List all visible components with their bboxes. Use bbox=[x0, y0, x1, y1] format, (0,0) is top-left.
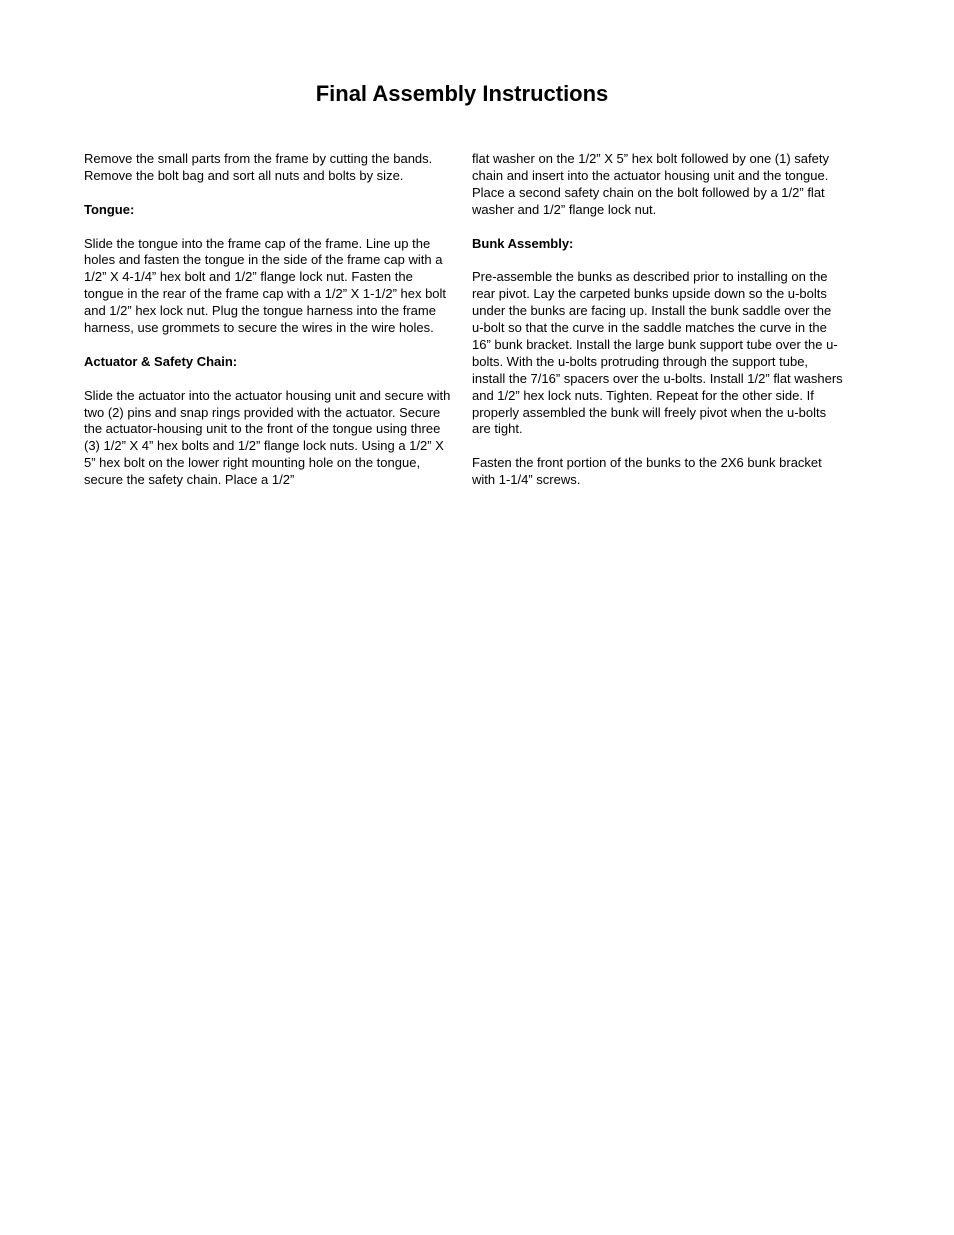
front-bunk-paragraph: Fasten the front portion of the bunks to the 2X6 bunk bracket with 1-1/4” screws. bbox=[472, 455, 822, 488]
bunk-assembly-paragraph: Pre-assemble the bunks as described prior to installing on the rear pivot. Lay the carpeted bunks upside down so the u-bolts under the bunks are facing up. Install the bunk saddle over the u-bolt so that the curve in the saddle matches the curve in the 16” bunk bracket. Install the large bunk support tube over the u-bolts. With the u-bolts protruding through the support tube, install the 7/16” spacers over the u-bolts. Install 1/2” flat washers and 1/2” hex lock nuts. Tighten. Repeat for the other side. If properly assembled the bunk will freely pivot when the u-bolts are tight. bbox=[472, 269, 843, 437]
tongue-heading: Tongue: bbox=[84, 201, 135, 217]
actuator-heading: Actuator & Safety Chain: bbox=[84, 353, 238, 369]
right-column bbox=[472, 151, 844, 506]
intro-paragraph: Remove the small parts from the frame by cutting the bands. Remove the bolt bag and sort all nuts and bolts by size. bbox=[84, 151, 433, 183]
bunk-assembly-heading: Bunk Assembly: bbox=[472, 235, 574, 251]
actuator-continued-paragraph: flat washer on the 1/2” X 5” hex bolt followed by one (1) safety chain and insert into the actuator housing unit and the tongue. Place a second safety chain on the bolt followed by a 1/2” flat washer and 1/2” flange lock nut. bbox=[472, 151, 829, 217]
page-title: Final Assembly Instructions bbox=[315, 81, 609, 106]
tongue-paragraph: Slide the tongue into the frame cap of the frame. Line up the holes and fasten the tongue in the side of the frame cap with a 1/2” X 4-1/4” hex bolt and 1/2” flange lock nut. Fasten the tongue in the rear of the frame cap with a 1/2” X 1-1/2” hex bolt and 1/2” hex lock nut. Plug the tongue harness into the frame harness, use grommets to secure the wires in the wire holes. bbox=[84, 235, 447, 336]
left-column bbox=[84, 151, 456, 506]
actuator-paragraph: Slide the actuator into the actuator housing unit and secure with two (2) pins and snap rings provided with the actuator. Secure the actuator-housing unit to the front of the tongue using three (3) 1/2” X 4” hex bolts and 1/2” flange lock nuts. Using a 1/2” X 5” hex bolt on the lower right mounting hole on the tongue, secure the safety chain. Place a 1/2” bbox=[84, 387, 451, 488]
